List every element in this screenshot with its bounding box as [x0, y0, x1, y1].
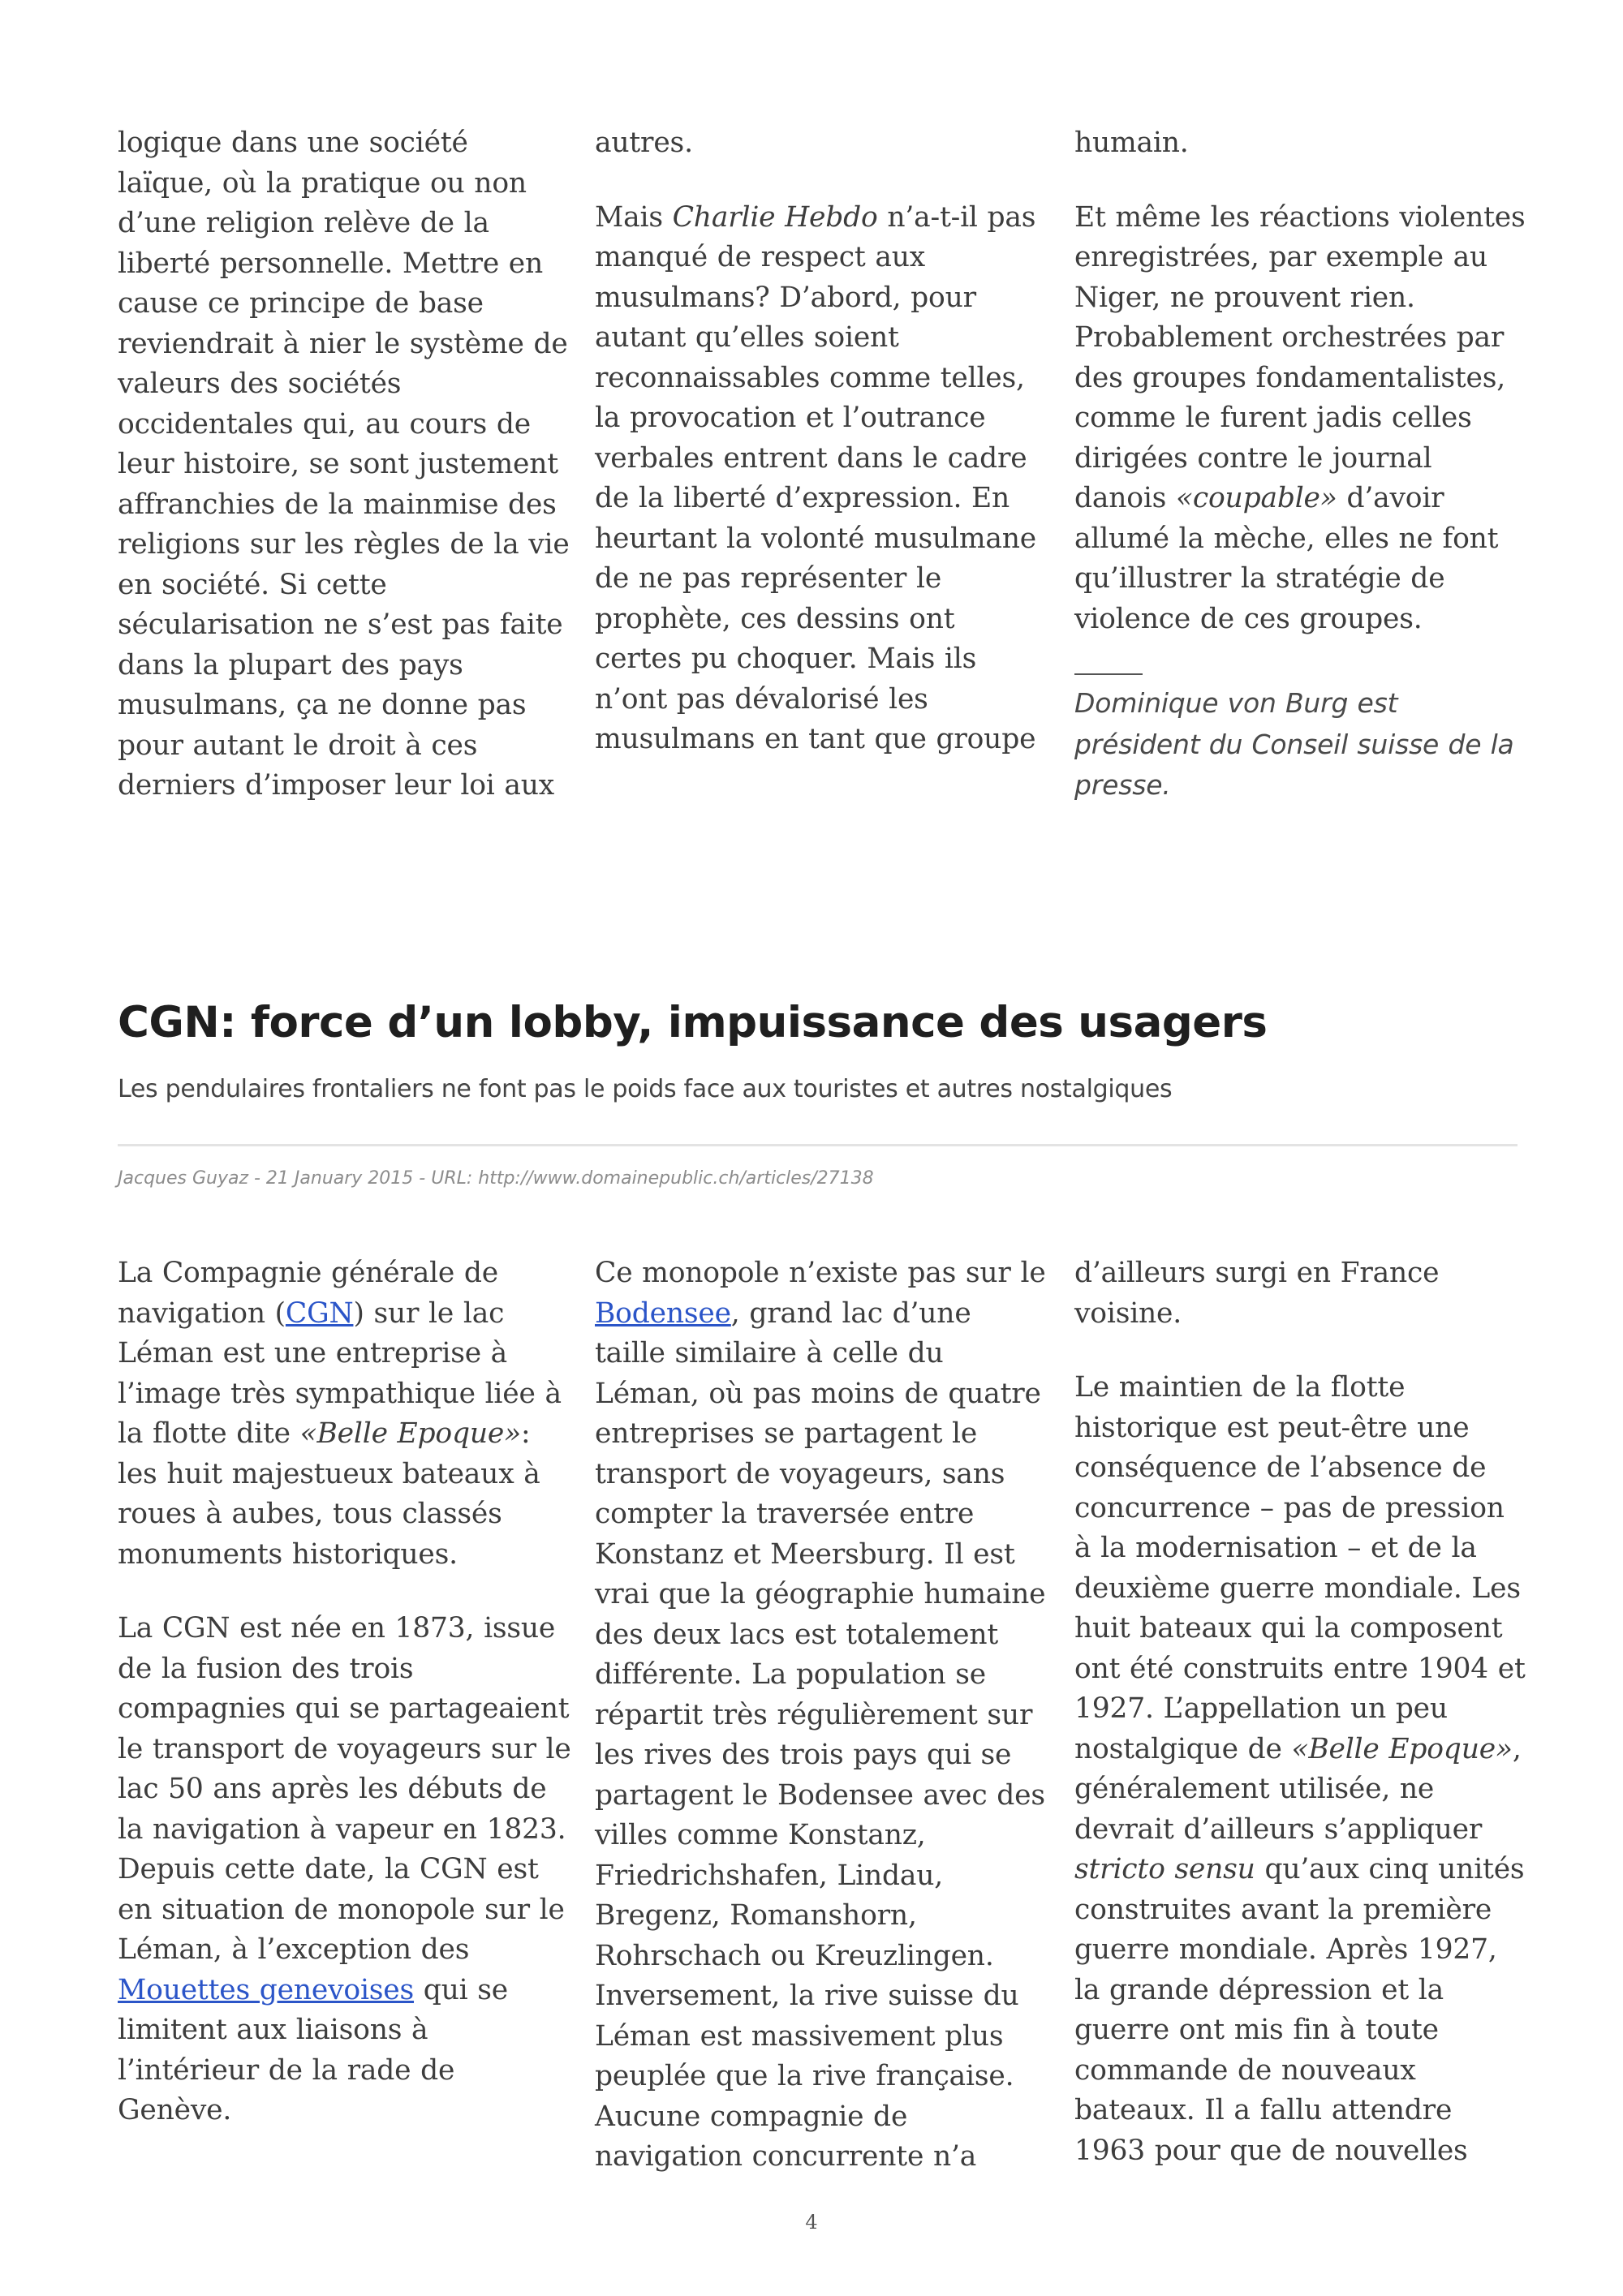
article-column-2 [595, 1253, 1049, 2178]
paragraph: Et même les réactions violentes enregistrées, par exemple au Niger, ne prouvent rien. Probablement orchestrées par des groupes fondamentalistes, comme le furent jadis celles dirigées contre le journal danois «coupable» d’avoir allumé la mèche, elles ne font qu’illustrer la stratégie de violence de ces groupes. [1074, 200, 1526, 635]
article-title: CGN: force d’un lobby, impuissance des usagers [118, 998, 1268, 1047]
article-meta: Jacques Guyaz - 21 January 2015 - URL: http://www.domainepublic.ch/articles/27138 [118, 1168, 874, 1189]
header-divider [118, 1144, 1518, 1146]
cgn-link[interactable]: CGN [285, 1296, 354, 1330]
article-subtitle: Les pendulaires frontaliers ne font pas le poids face aux touristes et autres nostalgiques [118, 1075, 1173, 1103]
paragraph: d’ailleurs surgi en France voisine. [1074, 1257, 1440, 1330]
paragraph: logique dans une société laïque, où la pratique ou non d’une religion relève de la liberté personnelle. Mettre en cause ce principe de base reviendrait à nier le système de valeurs des sociétés occidentales qui, au cours de leur histoire, se sont justement affranchies de la mainmise des religions sur les règles de la vie en société. Si cette sécularisation ne s’est pas faite dans la plupart des pays musulmans, ça ne donne pas pour autant le droit à ces derniers d’imposer leur loi aux [118, 127, 570, 802]
publication-name: Charlie Hebdo [672, 200, 878, 234]
prev-article-column-2 [595, 123, 1049, 760]
paragraph: autres. [595, 127, 693, 159]
signoff-rule [1074, 673, 1143, 675]
paragraph: humain. [1074, 127, 1189, 159]
bodensee-link[interactable]: Bodensee [595, 1296, 731, 1330]
paragraph: Ce monopole n’existe pas sur le Bodensee, grand lac d’une taille similaire à celle du Léman, où pas moins de quatre entreprises se partagent le transport de voyageurs, sans compter la traversée entre Konstanz et Meersburg. Il est vrai que la géographie humaine des deux lacs est totalement différente. La population se répartit très régulièrement sur les rives des trois pays qui se partagent le Bodensee avec des villes comme Konstanz, Friedrichshafen, Lindau, Bregenz, Romanshorn, Rohrschach ou Kreuzlingen. Inversement, la rive suisse du Léman est massivement plus peuplée que la rive française. Aucune compagnie de navigation concurrente n’a [595, 1257, 1046, 2173]
paragraph: Le maintien de la flotte historique est peut-être une conséquence de l’absence de concurrence – pas de pression à la modernisation – et de la deuxième guerre mondiale. Les huit bateaux qui la composent ont été construits entre 1904 et 1927. L’appellation un peu nostalgique de «Belle Epoque», généralement utilisée, ne devrait d’ailleurs s’appliquer stricto sensu qu’aux cinq unités construites avant la première guerre mondiale. Après 1927, la grande dépression et la guerre ont mis fin à toute commande de nouveaux bateaux. Il a fallu attendre 1963 pour que de nouvelles [1074, 1371, 1526, 2167]
paragraph: La Compagnie générale de navigation (CGN) sur le lac Léman est une entreprise à l’image très sympathique liée à la flotte dite «Belle Epoque»: les huit majestueux bateaux à roues à aubes, tous classés monuments historiques. [118, 1257, 562, 1571]
article-column-3 [1074, 1253, 1529, 2171]
page-number: 4 [805, 2211, 818, 2234]
paragraph: Mais Charlie Hebdo n’a-t-il pas manqué de respect aux musulmans? D’abord, pour autant qu’elles soient reconnaissables comme telles, la provocation et l’outrance verbales entrent dans le cadre de la liberté d’expression. En heurtant la volonté musulmane de ne pas représenter le prophète, ces dessins ont certes pu choquer. Mais ils n’ont pas dévalorisé les musulmans en tant que groupe [595, 200, 1036, 755]
author-signoff [1074, 673, 1529, 806]
prev-article-column-3 [1074, 123, 1529, 806]
paragraph: La CGN est née en 1873, issue de la fusion des trois compagnies qui se partageaient le transport de voyageurs sur le lac 50 ans après les débuts de la navigation à vapeur en 1823. Depuis cette date, la CGN est en situation de monopole sur le Léman, à l’exception des Mouettes genevoises qui se limitent aux liaisons à l’intérieur de la rade de Genève. [118, 1612, 571, 2126]
article-column-1 [118, 1253, 572, 2131]
mouettes-genevoises-link[interactable]: Mouettes genevoises [118, 1973, 415, 2006]
prev-article-column-1 [118, 123, 572, 806]
author-bio: Dominique von Burg est président du Conseil suisse de la presse. [1074, 687, 1514, 801]
